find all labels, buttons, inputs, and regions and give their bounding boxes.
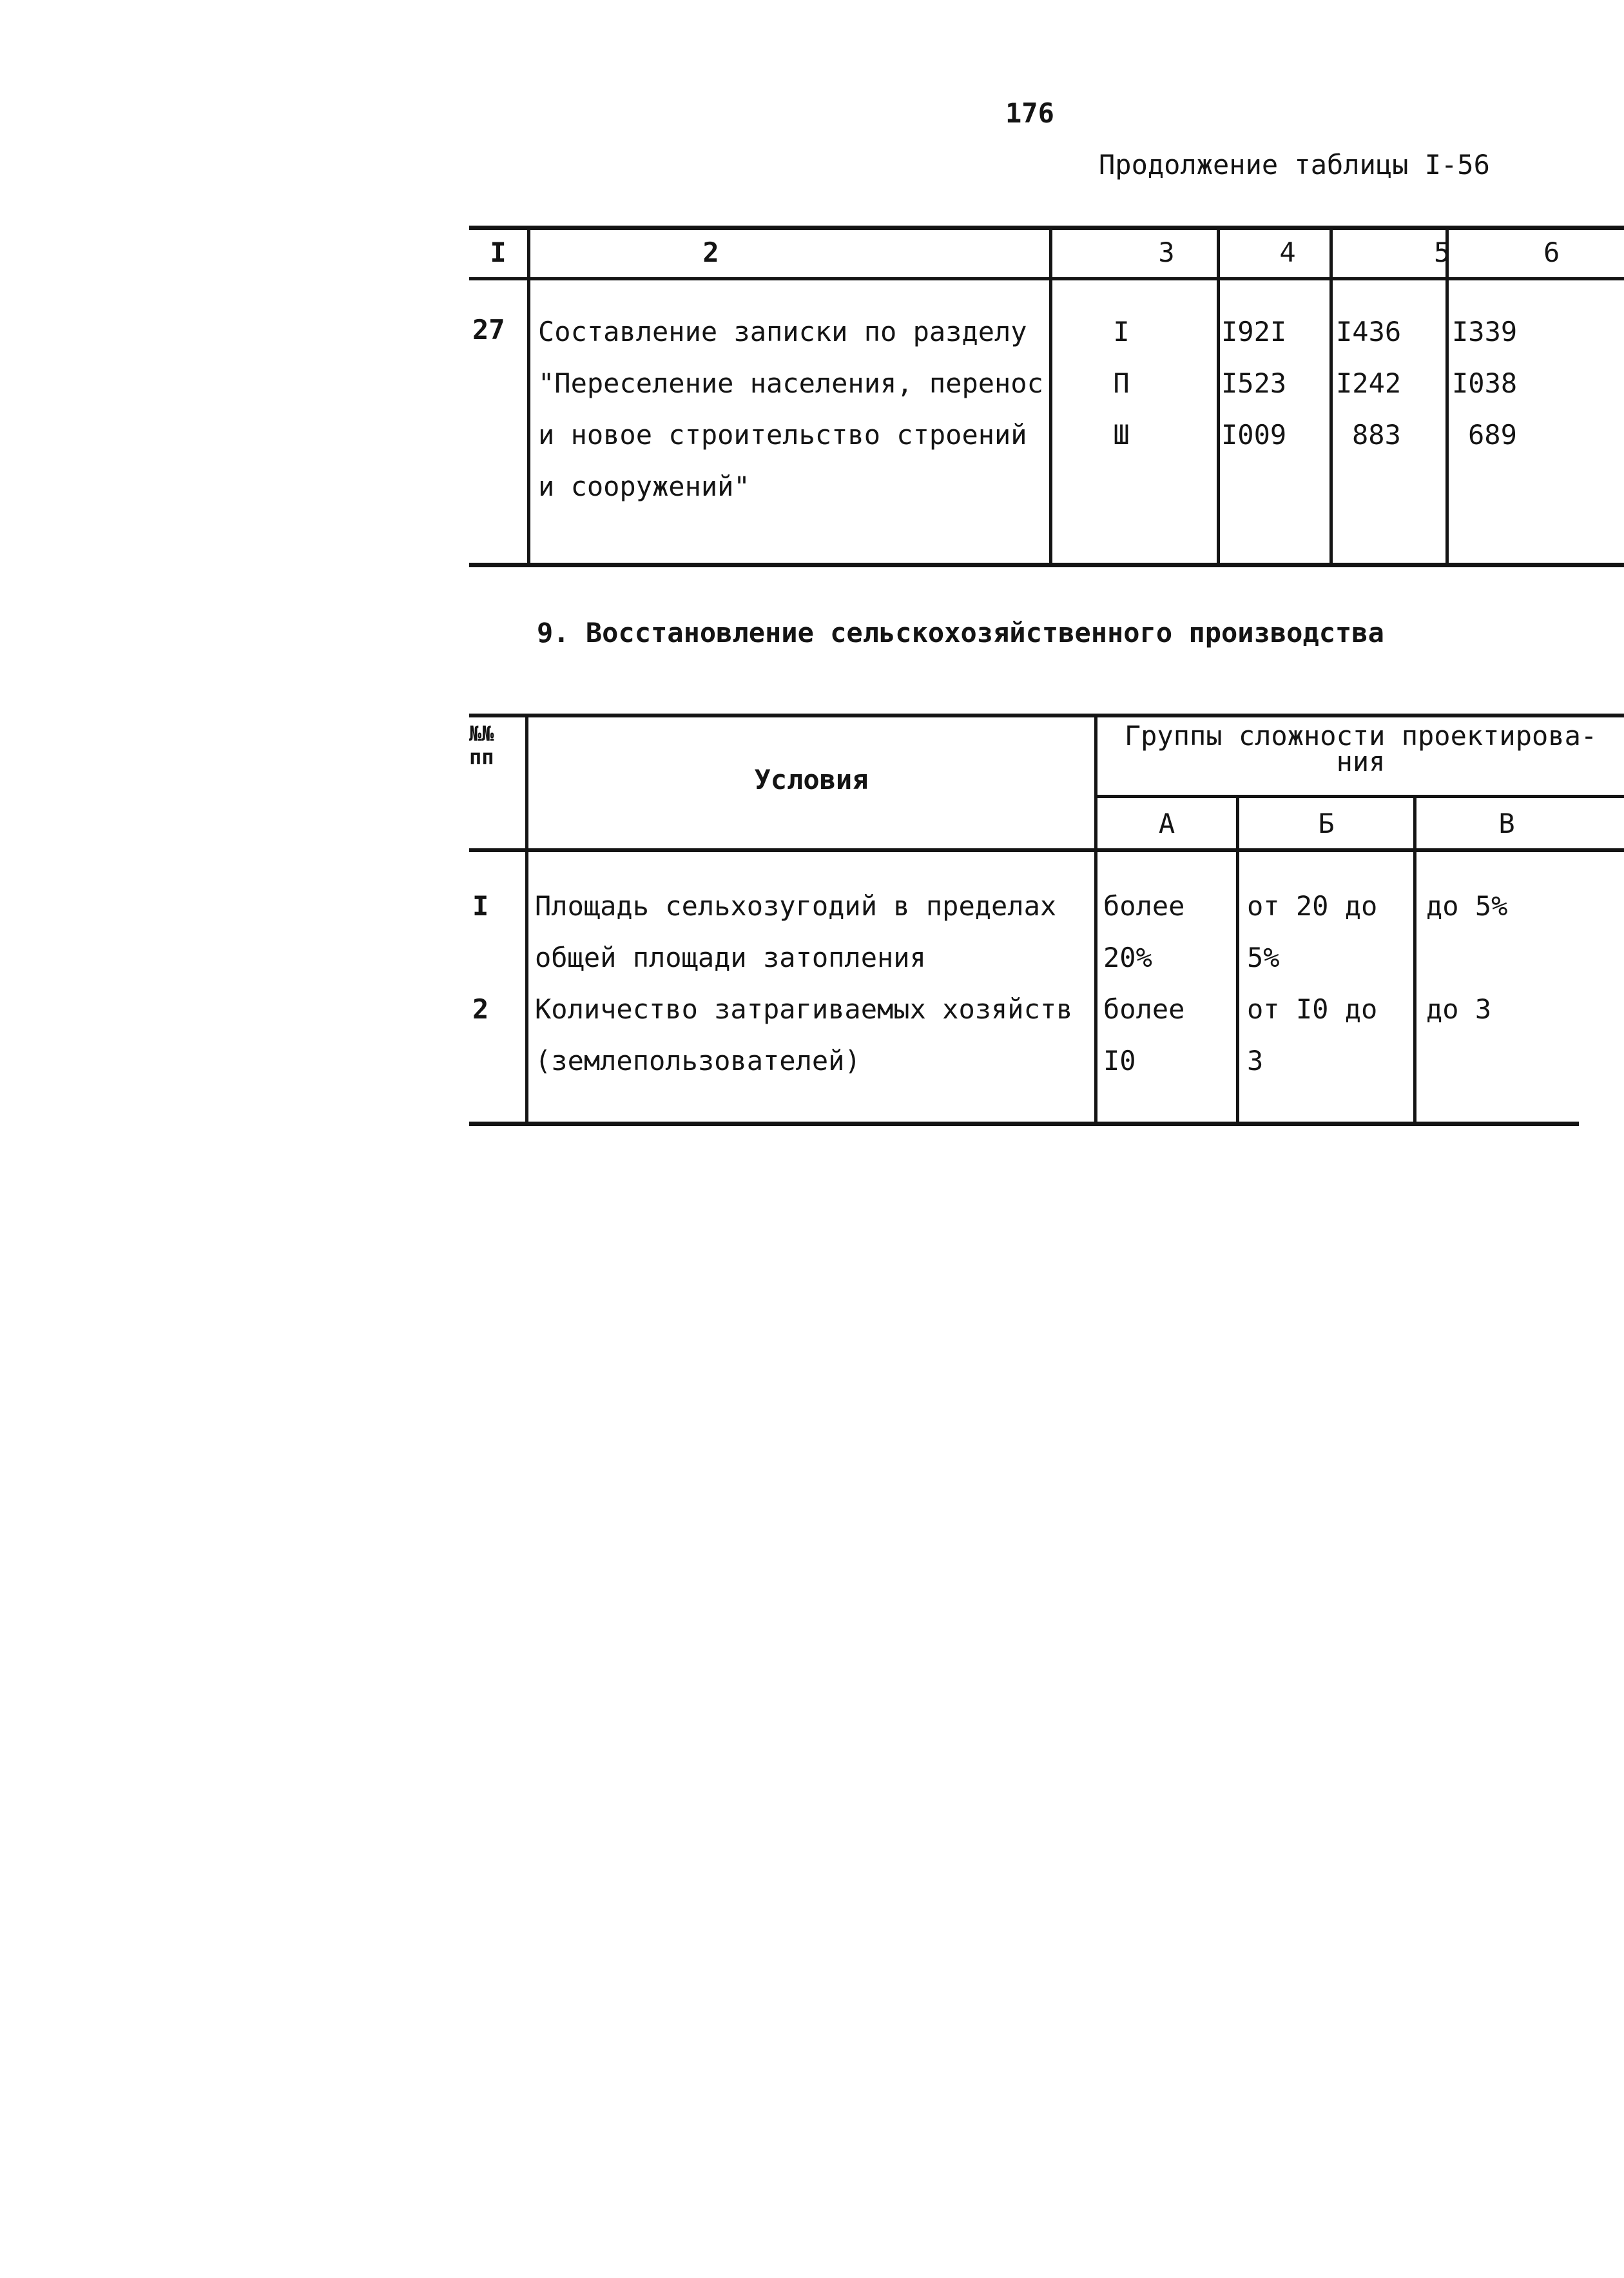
group-b-value: 3 <box>1247 1045 1264 1076</box>
table1-header-col3: 3 <box>1158 237 1175 268</box>
table1-col5-value: I436 <box>1336 316 1402 347</box>
table1-row-number: 27 <box>472 314 505 346</box>
group-a-value: I0 <box>1103 1045 1136 1076</box>
complexity-group: П <box>1113 367 1130 399</box>
table1-col6-value: 689 <box>1468 419 1517 451</box>
continuation-table <box>0 0 1624 580</box>
group-b-value: от I0 до <box>1247 993 1378 1025</box>
complexity-group: I <box>1113 316 1130 347</box>
table2-conditions-header: Условия <box>754 764 869 795</box>
complexity-group: Ш <box>1113 419 1130 451</box>
group-c-value: до 3 <box>1426 993 1492 1025</box>
table2-num-header <box>469 722 524 768</box>
complexity-table <box>0 696 1624 1147</box>
table1-col5-value: I242 <box>1336 367 1402 399</box>
table2-num-header-line2: пп <box>469 745 494 769</box>
group-b-value: 5% <box>1247 942 1280 973</box>
table2-num-header-line1: №№ <box>469 721 494 746</box>
table1-col6-value: I038 <box>1452 367 1518 399</box>
table1-row-text-line: и новое строительство строений <box>538 419 1027 451</box>
group-a-value: более <box>1103 890 1185 922</box>
condition-text: Количество затрагиваемых хозяйств <box>535 993 1073 1025</box>
group-label-b: Б <box>1318 808 1335 839</box>
table1-header-col2: 2 <box>702 237 719 268</box>
page-number: 176 <box>1005 97 1054 129</box>
table2-groups-header-line2: ния <box>1336 746 1386 777</box>
table1-col6-value: I339 <box>1452 316 1518 347</box>
group-label-a: А <box>1158 808 1175 839</box>
continuation-title: Продолжение таблицы I-56 <box>1099 149 1490 180</box>
condition-text: Площадь сельхозугодий в пределах <box>535 890 1057 922</box>
group-a-value: 20% <box>1103 942 1152 973</box>
group-label-c: В <box>1498 808 1515 839</box>
table1-col4-value: I92I <box>1221 316 1287 347</box>
condition-text: общей площади затопления <box>535 942 926 973</box>
group-c-value: до 5% <box>1426 890 1508 922</box>
table1-row-text-line: "Переселение населения, перенос <box>538 367 1043 399</box>
table2-groups-header <box>1097 720 1624 777</box>
table1-col4-value: I523 <box>1221 367 1287 399</box>
table1-row-text-line: и сооружений" <box>538 471 750 502</box>
table1-header-col5: 5 <box>1434 237 1451 268</box>
condition-text: (землепользователей) <box>535 1045 861 1076</box>
table2-row-number: I <box>472 890 489 922</box>
table1-row-text-line: Составление записки по разделу <box>538 316 1027 347</box>
table1-col5-value: 883 <box>1352 419 1401 451</box>
table1-col4-value: I009 <box>1221 419 1287 451</box>
table1-header-col1: I <box>490 237 507 268</box>
group-b-value: от 20 до <box>1247 890 1378 922</box>
table2-row-number: 2 <box>472 993 489 1025</box>
section-title: 9. Восстановление сельскохозяйственного производства <box>537 617 1384 648</box>
table2-groups-header-line1: Группы сложности проектирова- <box>1124 720 1598 752</box>
table1-header-col6: 6 <box>1543 237 1560 268</box>
group-a-value: более <box>1103 993 1185 1025</box>
table1-header-col4: 4 <box>1279 237 1296 268</box>
